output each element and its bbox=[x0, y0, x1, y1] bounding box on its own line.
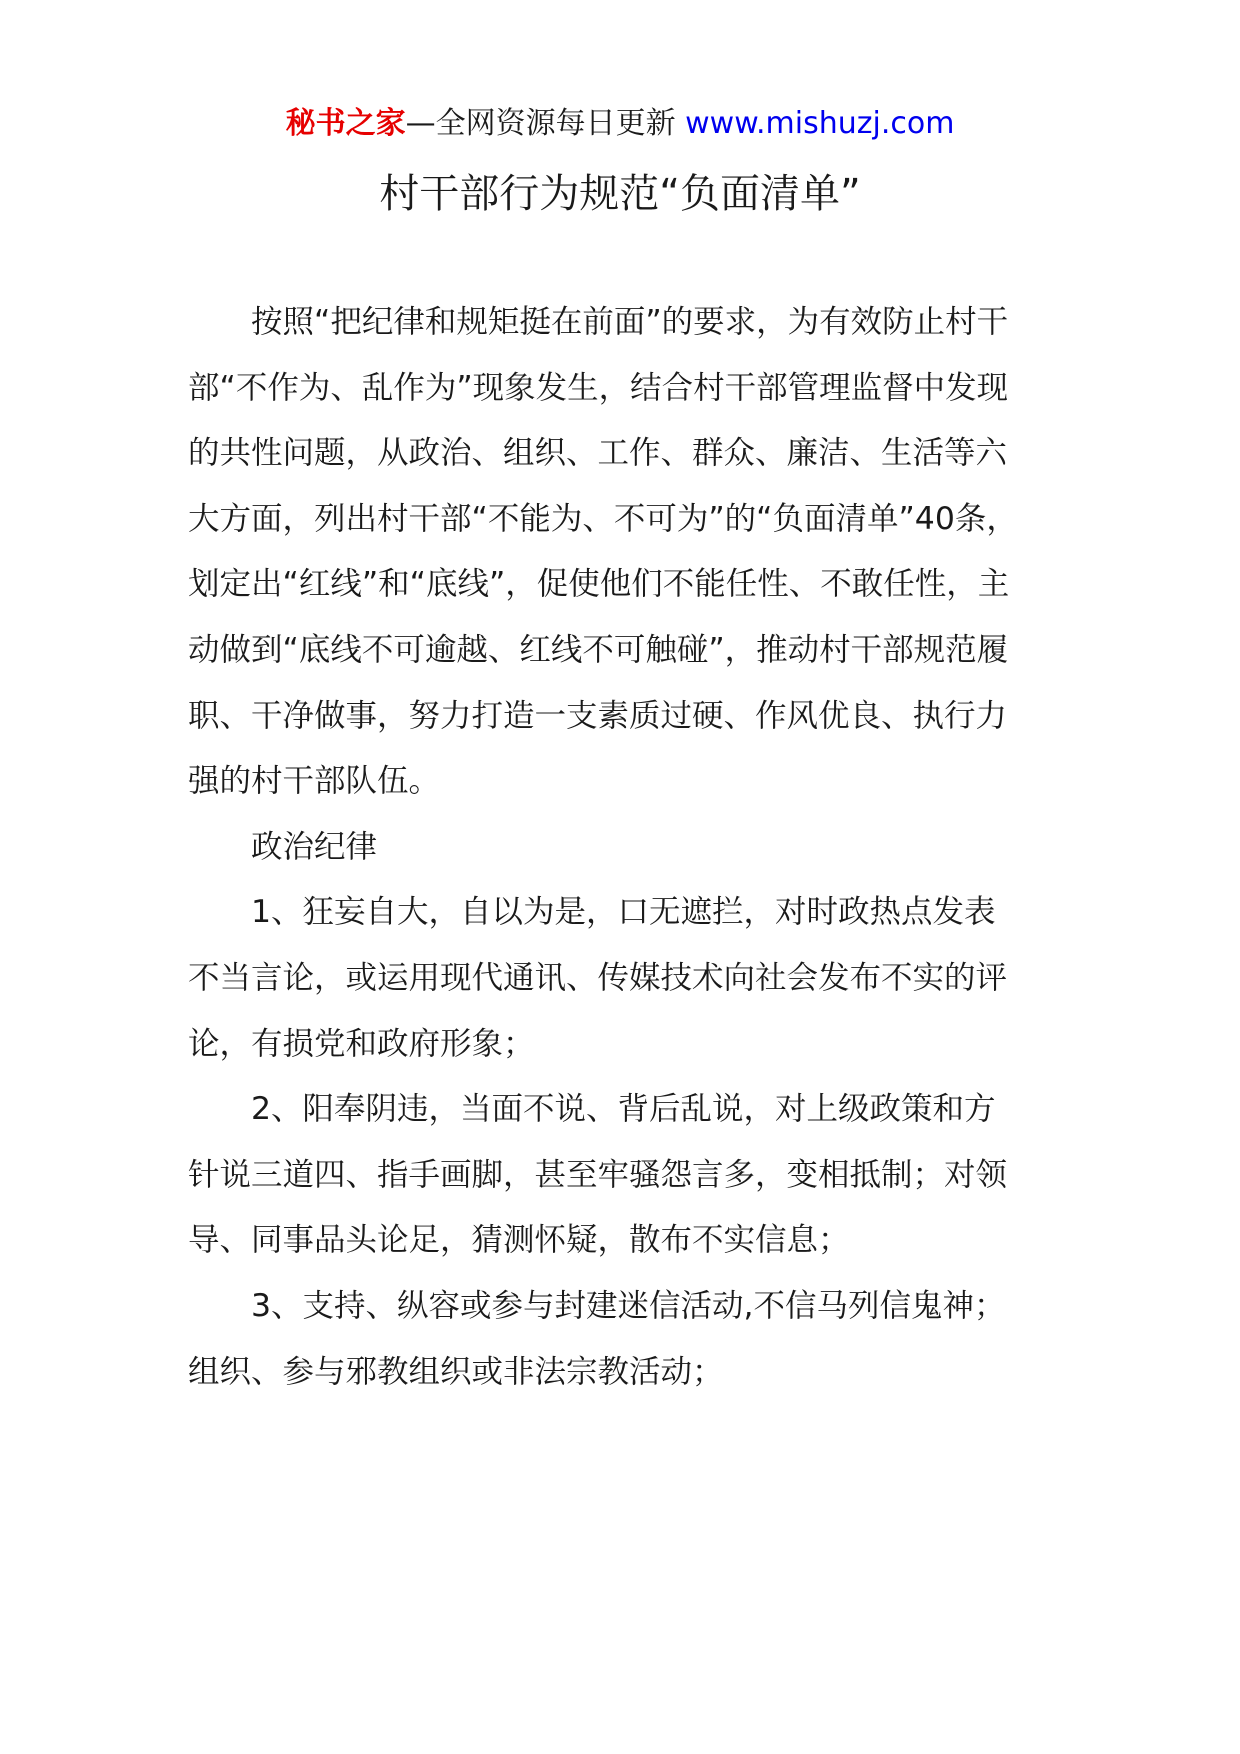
list-item-3: 3、支持、纵容或参与封建迷信活动,不信马列信鬼神；组织、参与邪教组织或非法宗教活动； bbox=[188, 1287, 1006, 1390]
list-item-2: 2、阳奉阴违，当面不说、背后乱说，对上级政策和方针说三道四、指手画脚，甚至牢骚怨言多，变相抵制；对领导、同事品头论足，猜测怀疑，散布不实信息； bbox=[188, 1091, 1008, 1259]
document-body bbox=[188, 290, 1018, 1405]
intro-paragraph: 按照“把纪律和规矩挺在前面”的要求，为有效防止村干部“不作为、乱作为”现象发生，结合村干部管理监督中发现的共性问题，从政治、组织、工作、群众、廉洁、生活等六大方面，列出村干部“不能为、不可为”的“负面清单”40条，划定出“红线”和“底线”，促使他们不能任性、不敢任性，主动做到“底线不可逾越、红线不可触碰”，推动村干部规范履职、干净做事，努力打造一支素质过硬、作风优良、执行力强的村干部队伍。 bbox=[188, 304, 1018, 800]
list-item-1: 1、狂妄自大，自以为是，口无遮拦，对时政热点发表不当言论，或运用现代通讯、传媒技术向社会发布不实的评论，有损党和政府形象； bbox=[188, 894, 1008, 1062]
document-title: 村干部行为规范“负面清单” bbox=[379, 171, 861, 217]
site-url-link[interactable]: www.mishuzj.com bbox=[685, 106, 955, 141]
site-name: 秘书之家 bbox=[285, 106, 406, 141]
site-header bbox=[0, 104, 1240, 144]
section-heading-political-discipline: 政治纪律 bbox=[251, 828, 378, 865]
site-slogan: —全网资源每日更新 bbox=[405, 106, 676, 141]
